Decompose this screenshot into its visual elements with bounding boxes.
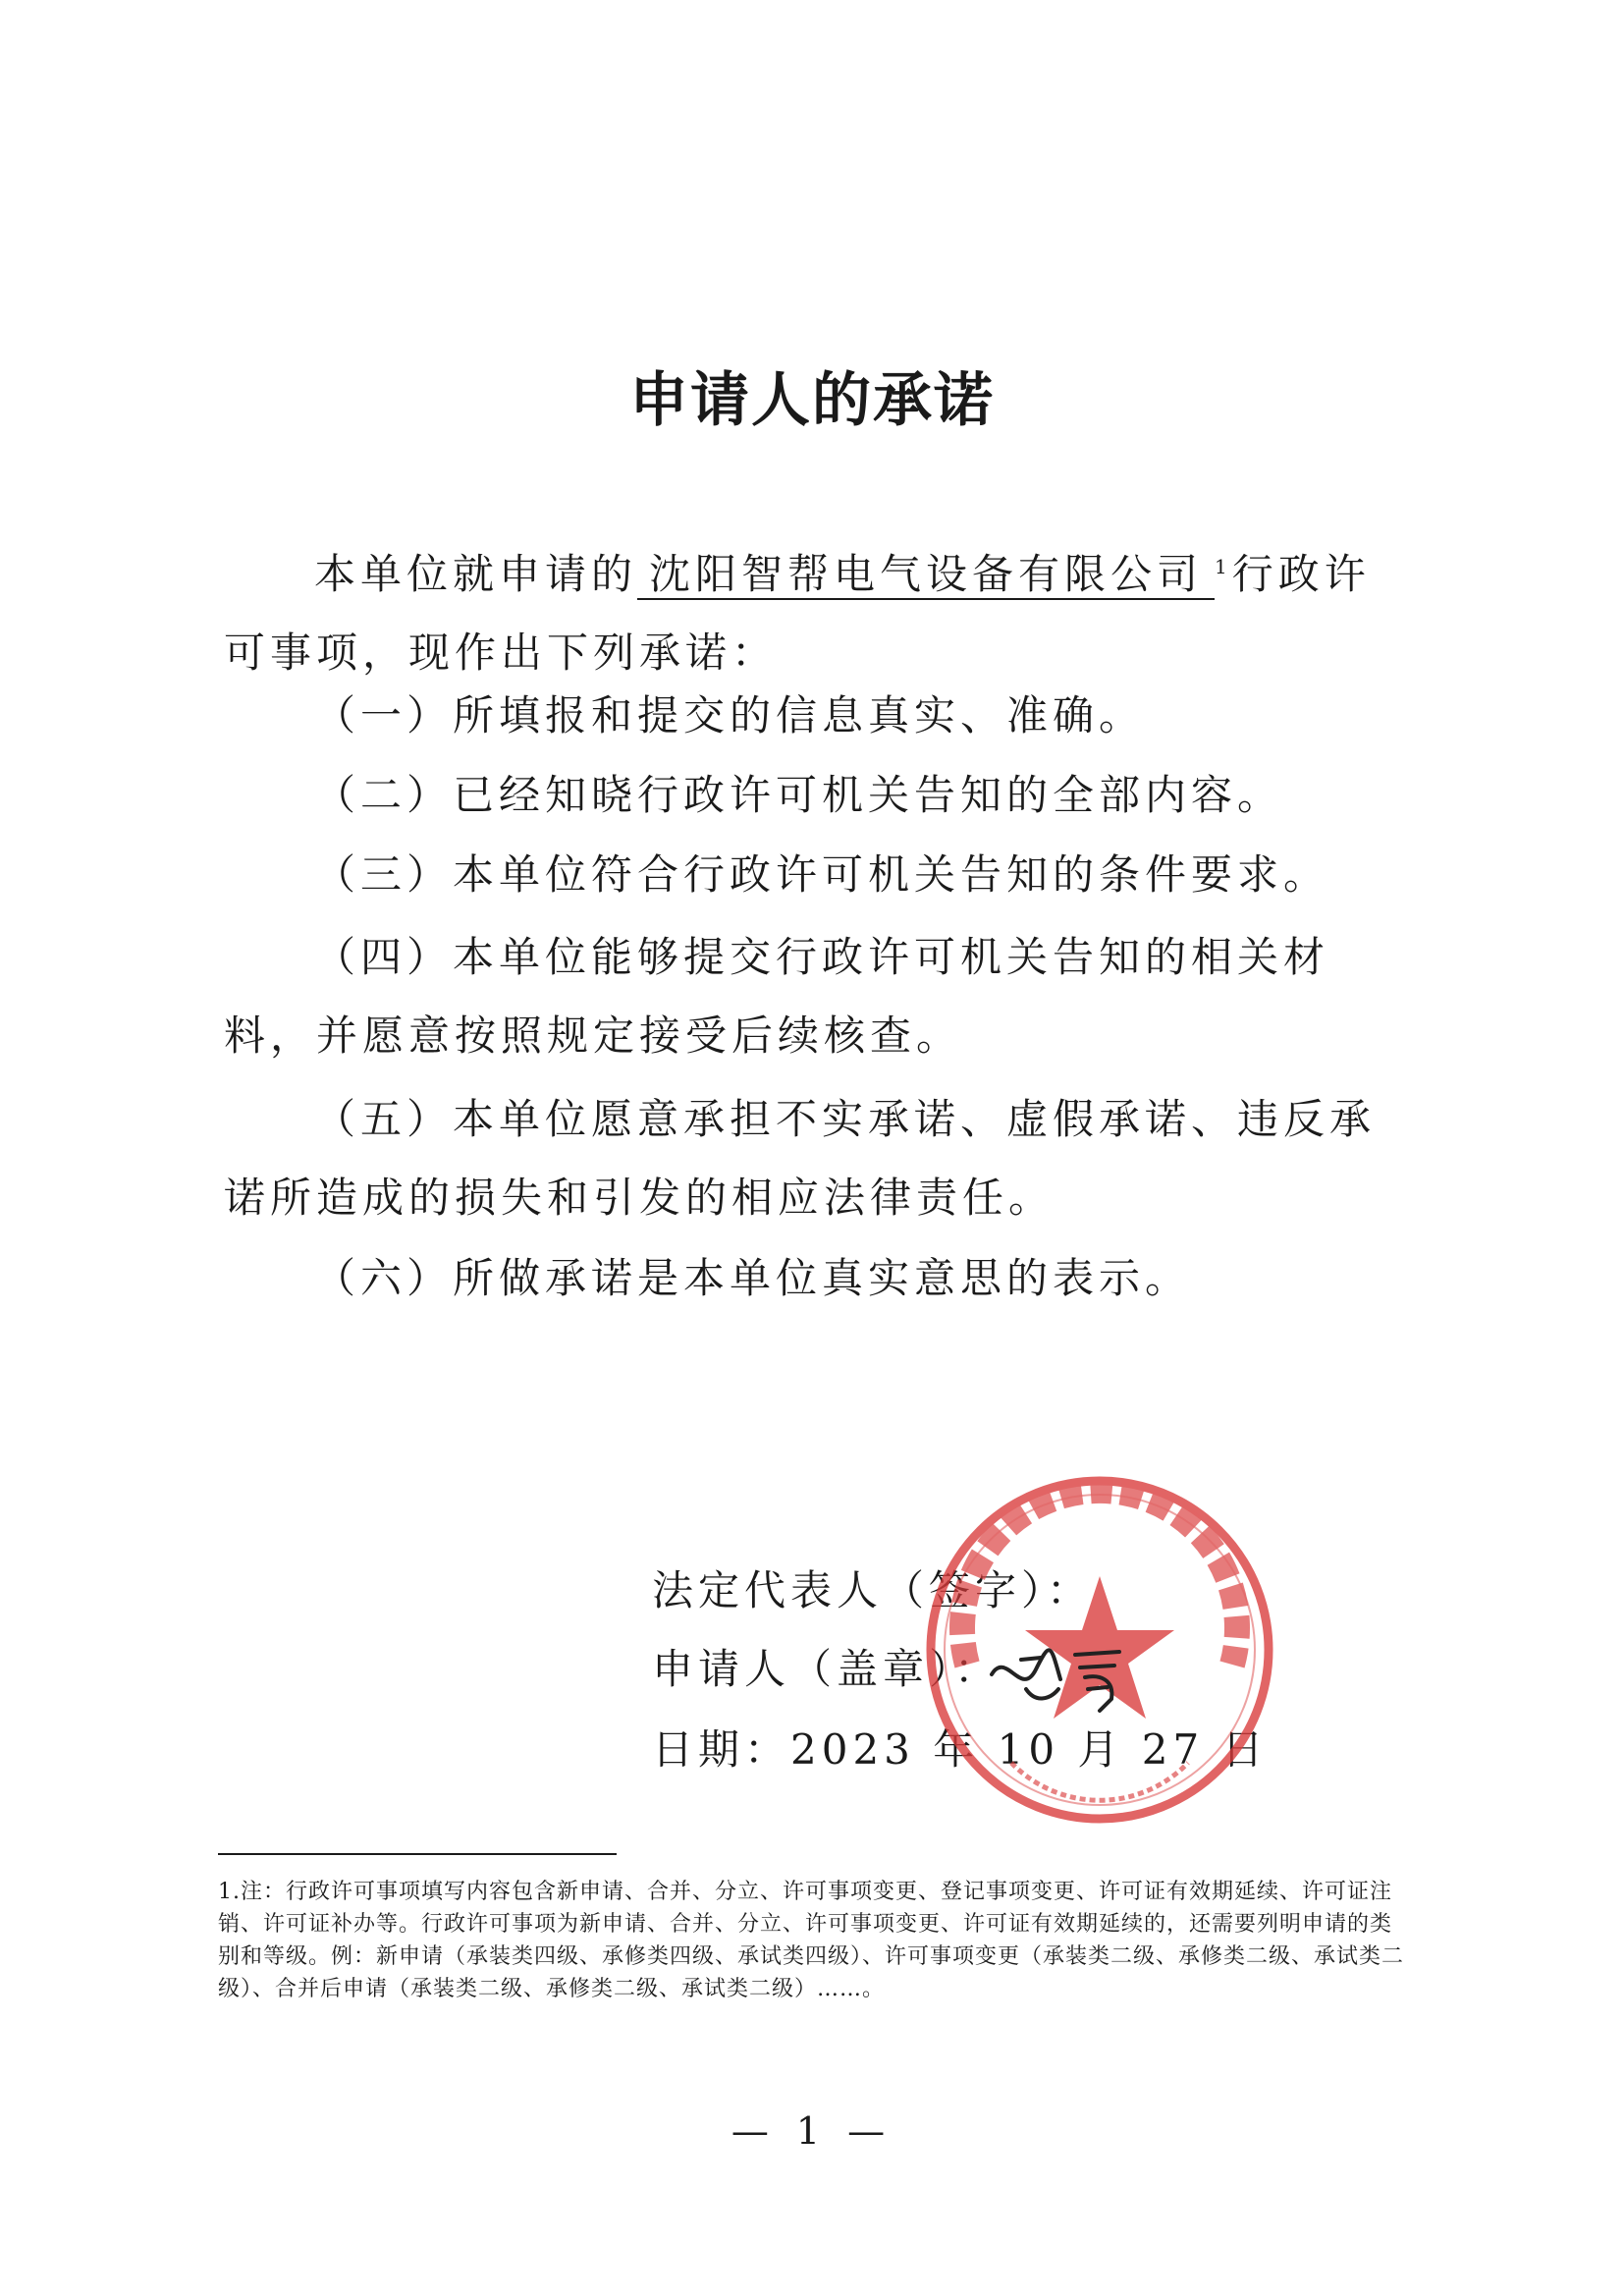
commitment-item-5: （五）本单位愿意承担不实承诺、虚假承诺、违反承诺所造成的损失和引发的相应法律责任。 (224, 1095, 1377, 1222)
intro-prefix: 本单位就申请的 (314, 550, 638, 598)
handwritten-signature (982, 1630, 1159, 1719)
date-label: 日期： (652, 1725, 791, 1774)
footnote-marker: 1 (1215, 555, 1232, 578)
document-title: 申请人的承诺 (629, 366, 995, 435)
page-number: — 1 — (731, 2109, 893, 2153)
footnote: 1.注：行政许可事项填写内容包含新申请、合并、分立、许可事项变更、登记事项变更、许可证有效期延续、许可证注销、许可证补办等。行政许可事项为新申请、合并、分立、许可事项变更、许可证有效期延续的，还需要列明申请的类别和等级。例：新申请（承装类四级、承修类四级、承试类四级）、许可事项变更（承装类二级、承修类二级、承试类二级）、合并后申请（承装类二级、承修类二级、承试类二级）……。 (218, 1880, 1405, 2001)
date-value: 2023 年 10 月 27 日 (790, 1725, 1269, 1774)
company-name-field: 沈阳智帮电气设备有限公司 (637, 550, 1215, 600)
commitment-item-1: （一）所填报和提交的信息真实、准确。 (314, 691, 1146, 739)
intro-suffix: 行政许可事项，现作出下列承诺： (224, 550, 1371, 677)
commitment-item-3: （三）本单位符合行政许可机关告知的条件要求。 (314, 850, 1330, 899)
footnote-separator (218, 1853, 617, 1855)
commitment-item-6: （六）所做承诺是本单位真实意思的表示。 (314, 1254, 1192, 1302)
intro-paragraph (224, 527, 1412, 692)
commitment-item-4: （四）本单位能够提交行政许可机关告知的相关材料，并愿意按照规定接受后续核查。 (224, 933, 1330, 1060)
commitment-item-2: （二）已经知晓行政许可机关告知的全部内容。 (314, 771, 1284, 819)
legal-rep-signature-label: 法定代表人（签字）： (652, 1566, 1094, 1614)
applicant-stamp-label: 申请人（盖章）： (652, 1645, 1001, 1693)
